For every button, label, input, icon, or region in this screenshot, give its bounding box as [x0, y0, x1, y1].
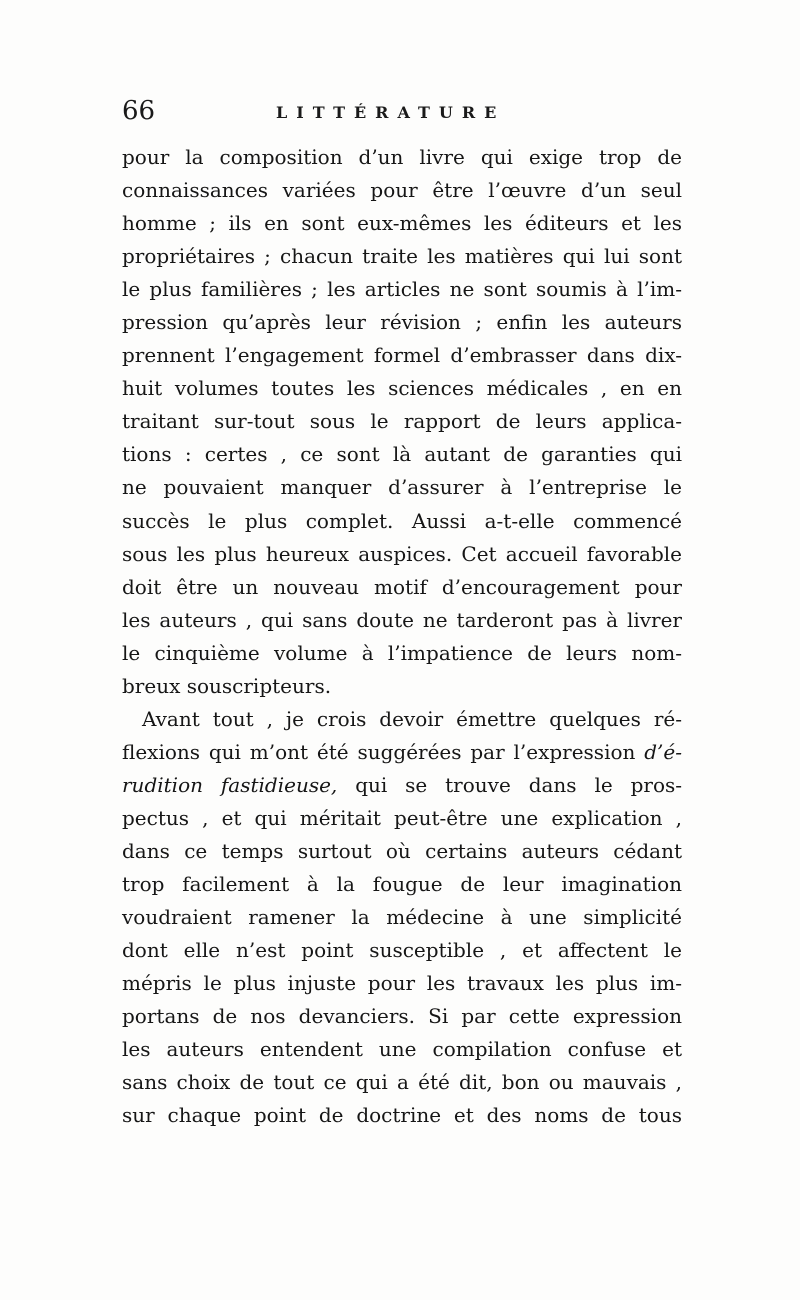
text-line: dans ce temps surtout où certains auteurs cédant — [122, 838, 682, 863]
text-line: homme ; ils en sont eux-mêmes les éditeurs et les — [122, 211, 682, 236]
text-line: sous les plus heureux auspices. Cet accueil favorable — [122, 541, 682, 566]
text-line: Avant tout , je crois devoir émettre quelques ré- — [142, 706, 682, 731]
paragraph-2 — [122, 703, 682, 1133]
text-line: sur chaque point de doctrine et des noms de tous — [122, 1103, 682, 1128]
text-run: flexions qui m’ont été suggérées par l’expression — [122, 739, 645, 764]
paragraph-1 — [122, 141, 682, 703]
body-text — [122, 141, 682, 1132]
text-line: le plus familières ; les articles ne sont soumis à l’im- — [122, 277, 682, 302]
text-line: succès le plus complet. Aussi a-t-elle commencé — [122, 508, 682, 533]
text-line: prennent l’engagement formel d’embrasser dans dix- — [122, 343, 682, 368]
text-line: traitant sur-tout sous le rapport de leurs applica- — [122, 409, 682, 434]
text-line: doit être un nouveau motif d’encouragement pour — [122, 574, 682, 599]
text-line: ne pouvaient manquer d’assurer à l’entreprise le — [122, 475, 682, 500]
text-line: trop facilement à la fougue de leur imagination — [122, 872, 682, 897]
text-line: propriétaires ; chacun traite les matières qui lui sont — [122, 244, 682, 269]
text-line: huit volumes toutes les sciences médicales , en en — [122, 376, 682, 401]
text-line: mépris le plus injuste pour les travaux les plus im- — [122, 971, 682, 996]
text-run: qui se trouve dans le pros- — [337, 772, 683, 797]
text-line: voudraient ramener la médecine à une simplicité — [122, 905, 682, 930]
italic-phrase: d’é- — [644, 739, 682, 764]
text-line: breux souscripteurs. — [122, 673, 332, 698]
running-head: LITTÉRATURE — [276, 103, 506, 122]
italic-phrase: rudition fastidieuse, — [122, 772, 338, 797]
text-line-with-italic — [122, 769, 682, 802]
text-line: portans de nos devanciers. Si par cette expression — [122, 1004, 682, 1029]
text-line: pectus , et qui méritait peut-être une explication , — [122, 805, 682, 830]
text-line: les auteurs entendent une compilation confuse et — [122, 1037, 682, 1062]
text-line: tions : certes , ce sont là autant de garanties qui — [122, 442, 682, 467]
text-line: pour la composition d’un livre qui exige trop de — [122, 145, 682, 169]
text-line: pression qu’après leur révision ; enfin les auteurs — [122, 310, 682, 335]
page-header — [122, 96, 682, 136]
page-number: 66 — [122, 96, 156, 126]
text-line: connaissances variées pour être l’œuvre d’un seul — [122, 178, 682, 203]
text-line-with-italic — [122, 736, 682, 769]
text-line: dont elle n’est point susceptible , et affectent le — [122, 938, 682, 963]
text-line: sans choix de tout ce qui a été dit, bon ou mauvais , — [122, 1070, 682, 1095]
text-line: les auteurs , qui sans doute ne tarderont pas à livrer — [122, 607, 682, 632]
text-line: le cinquième volume à l’impatience de leurs nom- — [122, 640, 682, 665]
